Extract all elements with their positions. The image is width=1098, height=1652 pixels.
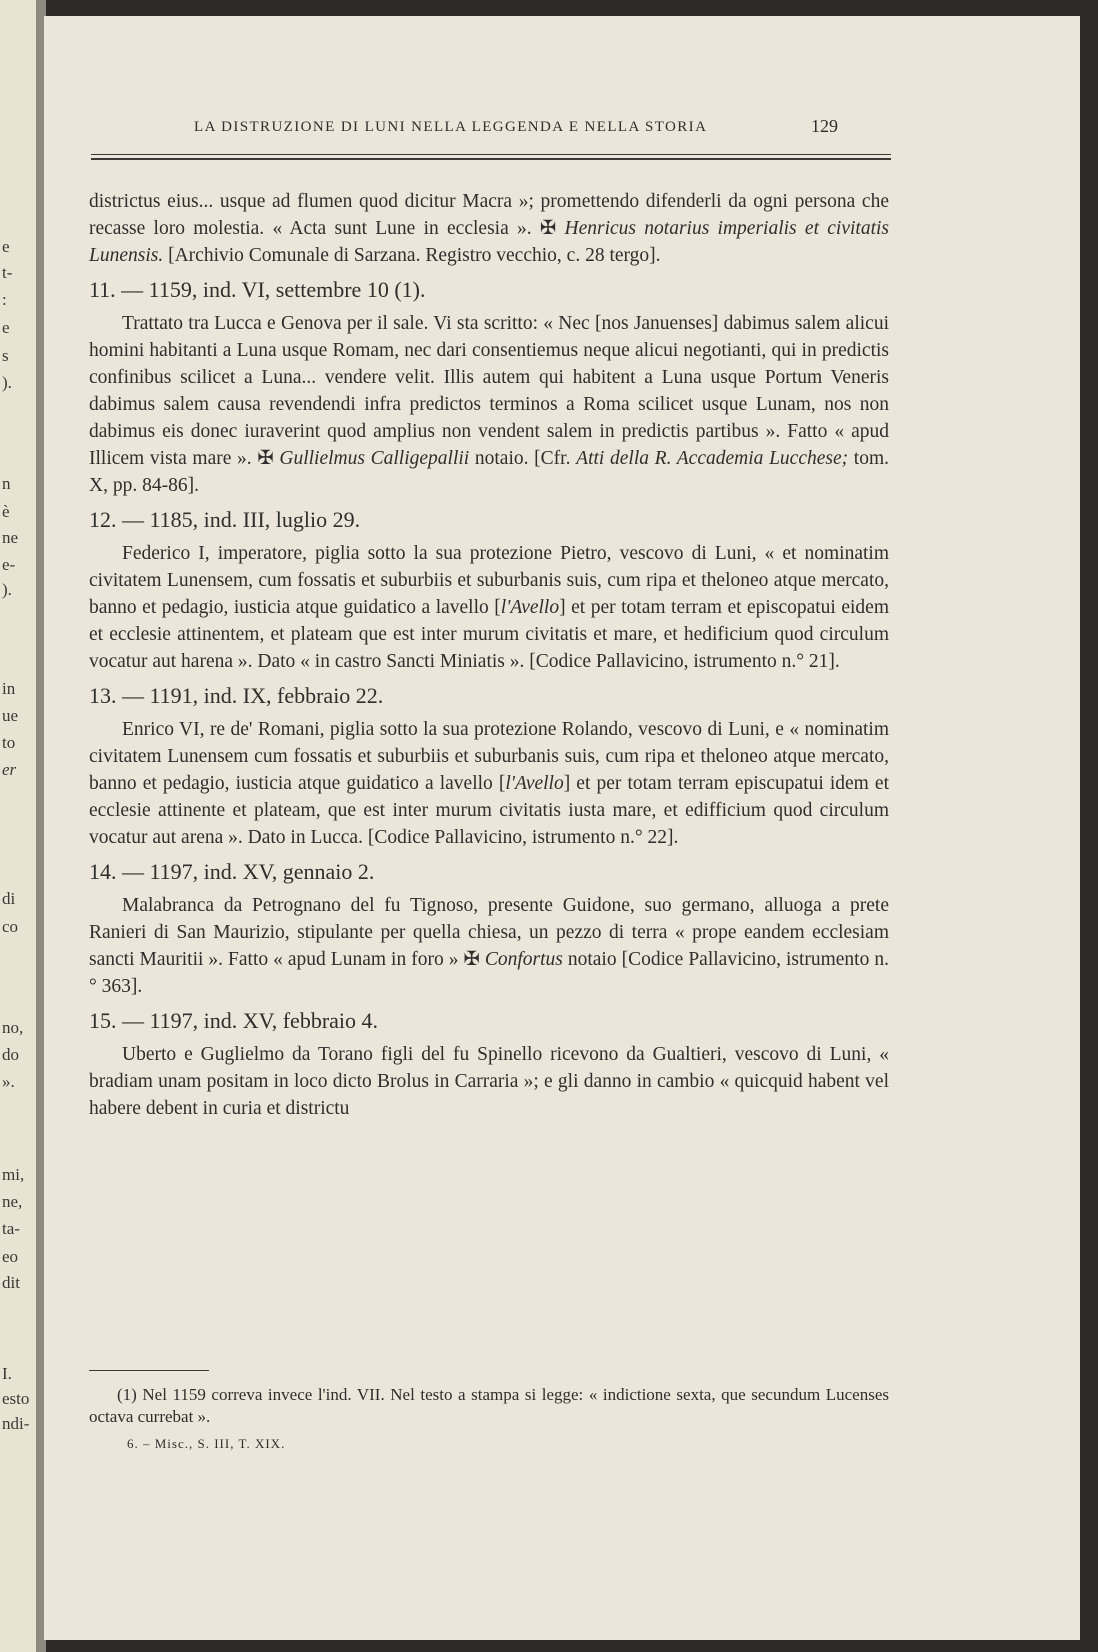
text-run: [Archivio Comunale di Sarzana. Registro vecchio, c. 28 tergo]. — [163, 245, 661, 266]
entry-text — [89, 892, 889, 1000]
footnote-rule — [89, 1370, 209, 1371]
entry-text — [89, 310, 889, 499]
entry-text — [89, 716, 889, 851]
margin-fragment: ta- — [2, 1219, 20, 1238]
margin-fragment: eo — [2, 1247, 19, 1266]
entry-heading: 13. — 1191, ind. IX, febbraio 22. — [89, 683, 384, 708]
margin-fragment: t- — [2, 263, 13, 282]
book-page — [44, 16, 1080, 1640]
entry-heading: 12. — 1185, ind. III, luglio 29. — [89, 507, 361, 532]
margin-fragment: er — [2, 760, 17, 779]
margin-fragment: ne, — [2, 1192, 23, 1211]
margin-fragment: no, — [2, 1018, 24, 1037]
margin-fragment: mi, — [2, 1165, 25, 1184]
header-rule — [91, 154, 891, 155]
italic-run: l'Avello — [505, 773, 564, 794]
entry-text — [89, 1041, 889, 1122]
margin-fragment: in — [2, 679, 16, 698]
margin-fragment: e- — [2, 555, 16, 574]
italic-run: Henricus notarius imperialis et civitatis Lunensis. — [89, 218, 889, 266]
text-run: ] et per totam terram episcupatui idem et ecclesie attinente et plateam, que est inter murum civitatis iusta mare, et edifficium quod circulum vocatur aut arena ». Dato in Lucca. [Codice Pallavicino, istrumento n.° 22]. — [89, 773, 889, 848]
text-run: notaio [Codice Pallavicino, istrumento n.° 363]. — [89, 949, 889, 997]
text-run: ] et per totam terram et episcopatui eidem et ecclesie attinentem, et plateam que est inter murum civitatis et mare, et hedificium quod circulum vocatur aut harena ». Dato « in castro Sancti Miniatis ». [Codice Pallavicino, istrumento n.° 21]. — [89, 597, 889, 672]
margin-fragment: ). — [2, 580, 12, 599]
running-title: LA DISTRUZIONE DI LUNI NELLA LEGGENDA E NELLA STORIA — [194, 119, 708, 135]
text-run: Federico I, imperatore, piglia sotto la sua protezione Pietro, vescovo di Luni, « et nominatim civitatem Lunensem, cum fossatis et suburbiis et suburbanis suis, cum ripa et theloneo atque mercato, banno et pedagio, iusticia atque guidatico a lavello [ — [89, 543, 889, 618]
margin-fragment: s — [2, 346, 9, 365]
text-run: districtus eius... usque ad flumen quod dicitur Macra »; promettendo difenderli da ogni persona che recasse loro molestia. « Acta sunt Lune in ecclesia ». ✠ — [89, 191, 889, 239]
text-run: Uberto e Guglielmo da Torano figli del fu Spinello ricevono da Gualtieri, vescovo di Luni, « bradiam unam positam in loco dicto Brolus in Carraria »; e gli danno in cambio « quicquid habent vel habere debent in curia et districtu — [89, 1044, 889, 1119]
header-rule-thick — [91, 158, 891, 160]
body-text — [89, 188, 889, 1122]
entry-heading: 14. — 1197, ind. XV, gennaio 2. — [89, 859, 375, 884]
margin-fragment: co — [2, 917, 19, 936]
continuation-paragraph — [89, 188, 889, 269]
adjacent-page-edge — [0, 0, 40, 1652]
margin-fragment: ). — [2, 373, 12, 392]
margin-fragment: I. — [2, 1364, 12, 1383]
text-run: Trattato tra Lucca e Genova per il sale. Vi sta scritto: « Nec [nos Januenses] dabimus salem alicui homini habitanti a Luna usque Romam, nec dari consentiemus neque alicui negotianti, qui in predictis confinibus scilicet a Luna... vendere velit. Illis autem qui habitent a Luna usque Portum Veneris dabimus salem causa revendendi infra predictos terminos a Roma scilicet usque Lunam, nos non dabimus eis donec iuraverint quod amplius non vendent salem in predictis partibus ». Fatto « apud Illicem vista mare ». ✠ — [89, 313, 889, 469]
entry-text — [89, 540, 889, 675]
margin-fragment: ne — [2, 528, 19, 547]
margin-fragment: dit — [2, 1273, 20, 1292]
margin-fragment: è — [2, 502, 10, 521]
text-run: notaio. [Cfr. — [469, 448, 577, 469]
margin-fragment: n — [2, 474, 11, 493]
footnote: (1) Nel 1159 correva invece l'ind. VII. Nel testo a stampa si legge: « indictione sexta, que secundum Lucenses octava currebat ». — [89, 1385, 889, 1426]
italic-run: Confortus — [484, 949, 563, 970]
margin-fragment: esto — [2, 1389, 30, 1408]
margin-fragment: ue — [2, 706, 19, 725]
margin-fragment: do — [2, 1045, 19, 1064]
footnotes — [89, 1384, 889, 1452]
margin-fragment: ». — [2, 1072, 15, 1091]
entry-heading: 11. — 1159, ind. VI, settembre 10 (1). — [89, 277, 426, 302]
text-run: Malabranca da Petrognano del fu Tignoso, presente Guidone, suo germano, alluoga a prete Ranieri di San Maurizio, stipulante per quella chiesa, un pezzo di terra « prope eandem ecclesiam sancti Mauritii ». Fatto « apud Lunam in foro » ✠ — [89, 895, 889, 970]
margin-fragment: e — [2, 237, 10, 256]
margin-fragment: e — [2, 318, 10, 337]
italic-run: l'Avello — [500, 597, 560, 618]
margin-fragment: : — [2, 290, 7, 309]
italic-run: Atti della R. Accademia Lucchese; — [576, 448, 849, 469]
page-number: 129 — [811, 116, 838, 136]
signature-mark: 6. – Misc., S. III, T. XIX. — [127, 1436, 286, 1451]
text-run: tom. X, pp. 84-86]. — [89, 448, 890, 496]
margin-fragment: ndi- — [2, 1414, 30, 1433]
text-run: Enrico VI, re de' Romani, piglia sotto la sua protezione Rolando, vescovo di Luni, e « nominatim civitatem Lunensem cum fossatis et suburbiis et suburbanis suis, cum ripa et theloneo atque mercato, banno et pedagio, iusticia atque guidatico a lavello [ — [89, 719, 889, 794]
margin-fragment: di — [2, 889, 16, 908]
entry-heading: 15. — 1197, ind. XV, febbraio 4. — [89, 1008, 379, 1033]
italic-run: Gullielmus Calligepallii — [279, 448, 470, 469]
margin-fragment: to — [2, 733, 16, 752]
